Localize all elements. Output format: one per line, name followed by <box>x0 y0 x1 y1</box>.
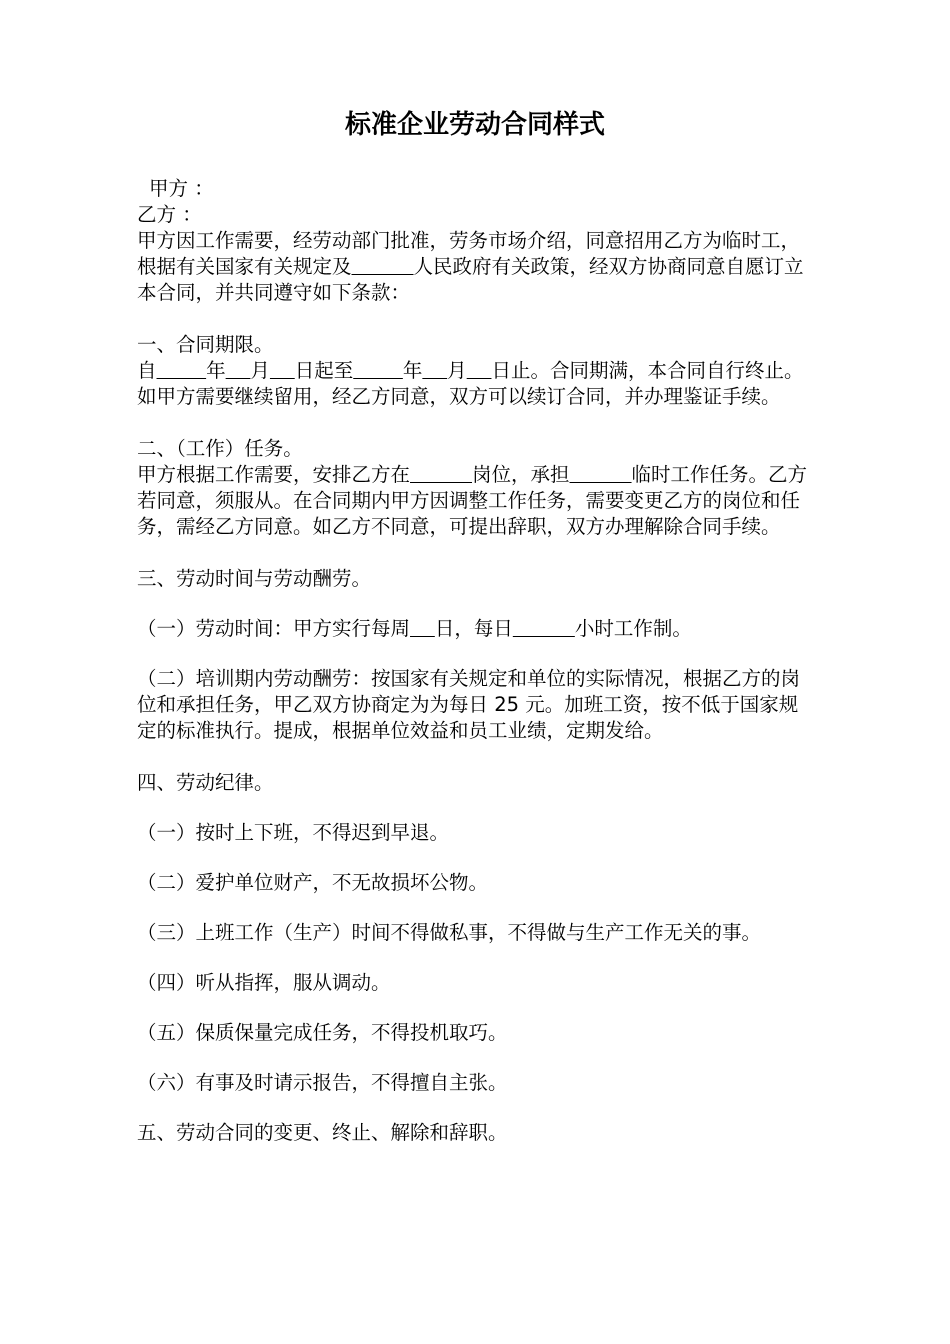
blank-year-start[interactable] <box>157 359 207 382</box>
party-b-line: 乙方 ： <box>137 203 202 226</box>
section-1-paragraph <box>137 358 817 410</box>
blank-day-end[interactable] <box>467 359 492 382</box>
item-1-text-a: （一）劳动时间：甲方实行每周 <box>137 617 411 640</box>
section-5-heading: 五、劳动合同的变更、终止、解除和辞职。 <box>137 1121 508 1144</box>
blank-days-per-week[interactable] <box>410 617 435 640</box>
discipline-item: （三）上班工作（生产）时间不得做私事，不得做与生产工作无关的事。 <box>137 921 762 944</box>
section-4-heading: 四、劳动纪律。 <box>137 771 274 794</box>
text-month: 月 <box>250 359 270 382</box>
blank-field[interactable] <box>352 255 414 278</box>
discipline-item: （五）保质保量完成任务，不得投机取巧。 <box>137 1021 508 1044</box>
discipline-item: （一）按时上下班，不得迟到早退。 <box>137 821 450 844</box>
text-year-2: 年 <box>402 359 423 382</box>
text-zi: 自 <box>137 359 157 382</box>
blank-month-end[interactable] <box>422 359 447 382</box>
section-1-text: 日止。合同期满，本合同自行终止。如甲方需要继续留用，经乙方同意，双方可以续订合同，并办理鉴证手续。 <box>137 359 804 408</box>
intro-paragraph <box>137 228 817 306</box>
text-year: 年 <box>206 359 226 382</box>
discipline-item: （二）爱护单位财产，不无故损坏公物。 <box>137 871 489 894</box>
section-3-heading: 三、劳动时间与劳动酬劳。 <box>137 567 372 590</box>
party-a-line: 甲方 ： <box>149 177 214 200</box>
text-month-2: 月 <box>447 359 467 382</box>
discipline-item: （四）听从指挥，服从调动。 <box>137 971 391 994</box>
text-day-to: 日起至 <box>294 359 354 382</box>
blank-day-start[interactable] <box>270 359 295 382</box>
section-3-item-1 <box>137 616 817 642</box>
discipline-item: （六）有事及时请示报告，不得擅自主张。 <box>137 1071 508 1094</box>
blank-hours-per-day[interactable] <box>513 617 575 640</box>
section-2-text-2: 岗位，承担 <box>472 463 570 486</box>
item-1-text-c: 小时工作制。 <box>574 617 692 640</box>
document-title: 标准企业劳动合同样式 <box>344 110 605 140</box>
intro-text-2: 人民政府有关政策，经双方协商同意自愿订立本合同，并共同遵守如下条款： <box>137 255 804 304</box>
blank-task[interactable] <box>570 463 632 486</box>
blank-year-end[interactable] <box>353 359 403 382</box>
item-1-text-b: 日，每日 <box>434 617 513 640</box>
section-2-text-1: 甲方根据工作需要，安排乙方在 <box>137 463 411 486</box>
document-body <box>137 176 817 1146</box>
section-2-text-3: 临时工作任务。乙方若同意，须服从。在合同期内甲方因调整工作任务，需要变更乙方的岗位和任务，需经乙方同意。如乙方不同意，可提出辞职，双方办理解除合同手续。 <box>137 463 808 538</box>
section-2-paragraph <box>137 462 817 540</box>
section-3-item-2: （二）培训期内劳动酬劳：按国家有关规定和单位的实际情况，根据乙方的岗位和承担任务，甲乙双方协商定为为每日 25 元。加班工资，按不低于国家规定的标准执行。提成，根据单位效益和员工业绩，定期发给。 <box>137 667 801 742</box>
blank-month-start[interactable] <box>226 359 251 382</box>
section-1-heading: 一、合同期限。 <box>137 333 274 356</box>
intro-text-1: 甲方因工作需要，经劳动部门批准，劳务市场介绍，同意招用乙方为临时工，根据有关国家有关规定及 <box>137 229 801 278</box>
blank-position[interactable] <box>410 463 472 486</box>
section-2-heading: 二、（工作）任务。 <box>137 437 303 460</box>
